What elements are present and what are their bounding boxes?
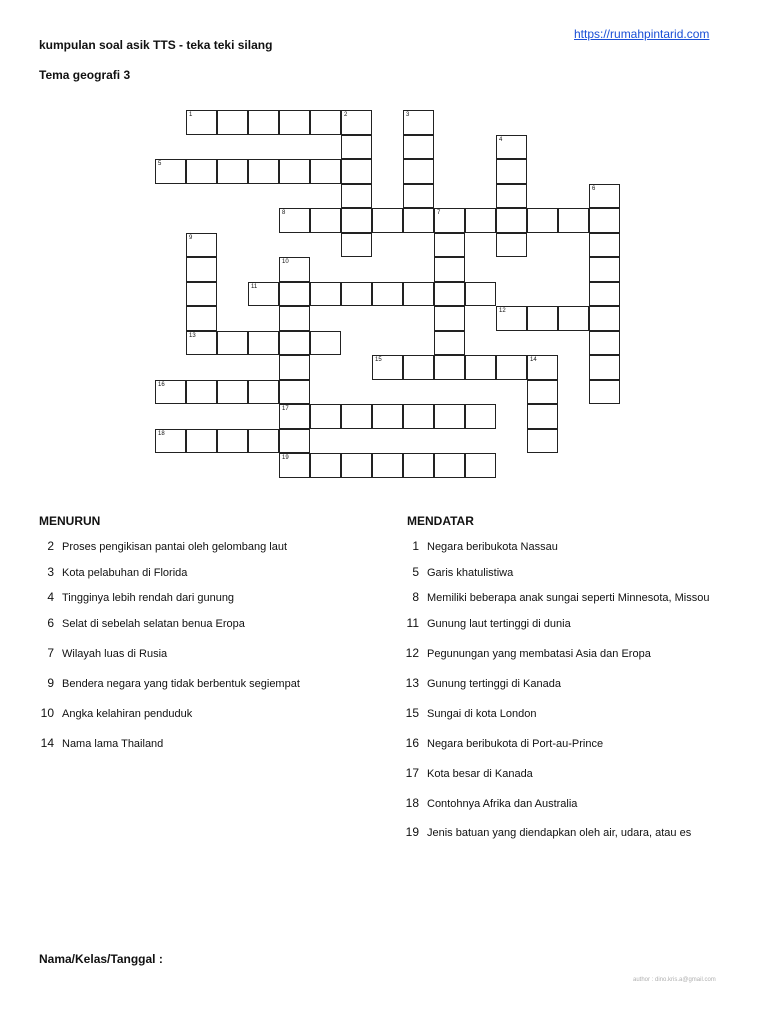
crossword-cell[interactable]	[589, 282, 620, 307]
crossword-cell[interactable]	[186, 331, 217, 356]
clue-text: Sungai di kota London	[427, 708, 537, 720]
clue-number: 18	[405, 796, 419, 810]
clue-text: Kota besar di Kanada	[427, 768, 533, 780]
crossword-cell[interactable]	[403, 355, 434, 380]
clue-number: 6	[47, 616, 54, 630]
cell-number: 2	[344, 112, 348, 118]
cell-number: 13	[189, 332, 196, 339]
cell-number: 8	[282, 210, 286, 216]
clue-text: Angka kelahiran penduduk	[62, 708, 193, 720]
cell-number: 6	[592, 185, 596, 192]
clue-text: Contohnya Afrika dan Australia	[427, 798, 578, 810]
crossword-cell[interactable]	[434, 257, 465, 282]
crossword-cell[interactable]	[527, 404, 558, 429]
cell-number: 14	[530, 357, 537, 363]
crossword-cell[interactable]	[496, 184, 527, 209]
crossword-cell[interactable]	[434, 404, 465, 429]
mendatar-clue-16	[399, 736, 603, 750]
crossword-cell[interactable]	[310, 453, 341, 478]
crossword-cell[interactable]	[527, 306, 558, 331]
crossword-cell[interactable]	[217, 380, 248, 405]
crossword-cell[interactable]	[279, 282, 310, 307]
crossword-cell[interactable]	[465, 355, 496, 380]
crossword-cell[interactable]	[310, 159, 341, 184]
cell-number: 18	[158, 430, 165, 437]
clue-number: 8	[412, 590, 419, 604]
cell-number: 15	[375, 357, 382, 363]
cell-number: 11	[251, 283, 258, 290]
mendatar-heading: MENDATAR	[407, 514, 474, 528]
crossword-cell[interactable]	[186, 110, 217, 135]
crossword-cell[interactable]	[279, 257, 310, 282]
crossword-cell[interactable]	[155, 159, 186, 184]
crossword-cell[interactable]	[589, 331, 620, 356]
clue-text: Jenis batuan yang diendapkan oleh air, udara, atau es	[427, 827, 692, 839]
crossword-cell[interactable]	[465, 282, 496, 307]
crossword-cell[interactable]	[434, 233, 465, 258]
crossword-cell[interactable]	[341, 135, 372, 160]
crossword-cell[interactable]	[372, 282, 403, 307]
clue-text: Proses pengikisan pantai oleh gelombang laut	[62, 541, 288, 553]
crossword-cell[interactable]	[217, 159, 248, 184]
crossword-cell[interactable]	[589, 208, 620, 233]
crossword-cell[interactable]	[217, 331, 248, 356]
mendatar-clue-1	[399, 539, 558, 553]
crossword-cell[interactable]	[403, 110, 434, 135]
menurun-clue-2	[34, 539, 287, 553]
crossword-cell[interactable]	[527, 429, 558, 454]
menurun-clue-6	[34, 616, 245, 630]
crossword-cell[interactable]	[279, 110, 310, 135]
clue-text: Wilayah luas di Rusia	[62, 648, 168, 660]
crossword-cell[interactable]	[527, 355, 558, 380]
crossword-cell[interactable]	[248, 331, 279, 356]
clue-text: Garis khatulistiwa	[427, 567, 514, 579]
crossword-cell[interactable]	[589, 380, 620, 405]
clue-number: 7	[47, 646, 54, 660]
crossword-cell[interactable]	[465, 453, 496, 478]
menurun-clue-3	[34, 565, 187, 579]
mendatar-clue-13	[399, 676, 561, 690]
cell-number: 17	[282, 406, 289, 412]
menurun-clue-14	[34, 736, 163, 750]
clue-number: 3	[47, 565, 54, 579]
cell-number: 1	[189, 112, 193, 118]
cell-number: 3	[406, 112, 410, 118]
crossword-cell[interactable]	[589, 355, 620, 380]
cell-number: 16	[158, 381, 165, 388]
cell-number: 12	[499, 308, 506, 314]
clue-number: 15	[405, 706, 419, 720]
crossword-cell[interactable]	[186, 380, 217, 405]
crossword-cell[interactable]	[589, 306, 620, 331]
crossword-cell[interactable]	[279, 208, 310, 233]
crossword-cell[interactable]	[341, 453, 372, 478]
mendatar-clue-15	[399, 706, 536, 720]
crossword-cell[interactable]	[279, 355, 310, 380]
crossword-cell[interactable]	[341, 208, 372, 233]
crossword-cell[interactable]	[186, 429, 217, 454]
clue-text: Memiliki beberapa anak sungai seperti Minnesota, Missou	[427, 592, 710, 604]
crossword-cell[interactable]	[341, 184, 372, 209]
cell-number: 4	[499, 136, 503, 143]
clue-number: 2	[47, 539, 54, 553]
theme-subtitle: Tema geografi 3	[39, 68, 131, 82]
crossword-cell[interactable]	[403, 404, 434, 429]
clue-number: 12	[405, 646, 419, 660]
crossword-cell[interactable]	[310, 282, 341, 307]
crossword-cell[interactable]	[186, 257, 217, 282]
crossword-cell[interactable]	[248, 159, 279, 184]
crossword-cell[interactable]	[310, 208, 341, 233]
crossword-cell[interactable]	[589, 184, 620, 209]
menurun-clue-10	[34, 706, 192, 720]
crossword-cell[interactable]	[310, 331, 341, 356]
mendatar-clue-12	[399, 646, 651, 660]
crossword-cell[interactable]	[248, 282, 279, 307]
mendatar-clue-11	[399, 616, 571, 630]
crossword-cell[interactable]	[341, 159, 372, 184]
website-link[interactable]: https://rumahpintarid.com	[574, 27, 710, 41]
clue-text: Gunung tertinggi di Kanada	[427, 678, 561, 690]
menurun-heading: MENURUN	[39, 514, 101, 528]
clue-text: Pegunungan yang membatasi Asia dan Eropa	[427, 648, 651, 660]
cell-number: 9	[189, 234, 193, 241]
clue-text: Tingginya lebih rendah dari gunung	[62, 592, 235, 604]
crossword-cell[interactable]	[496, 306, 527, 331]
crossword-cell[interactable]	[589, 233, 620, 258]
menurun-clue-4	[34, 590, 234, 604]
crossword-cell[interactable]	[217, 429, 248, 454]
crossword-cell[interactable]	[279, 404, 310, 429]
crossword-cell[interactable]	[558, 306, 589, 331]
crossword-cell[interactable]	[248, 380, 279, 405]
crossword-cell[interactable]	[403, 184, 434, 209]
crossword-cell[interactable]	[465, 404, 496, 429]
crossword-cell[interactable]	[403, 208, 434, 233]
clue-number: 13	[405, 676, 419, 690]
cell-number: 10	[282, 259, 289, 265]
clue-number: 11	[406, 616, 419, 630]
crossword-cell[interactable]	[341, 282, 372, 307]
cell-number: 7	[437, 210, 441, 216]
crossword-cell[interactable]	[341, 404, 372, 429]
mendatar-clue-17	[399, 766, 533, 780]
clue-text: Selat di sebelah selatan benua Eropa	[62, 618, 245, 630]
crossword-cell[interactable]	[248, 429, 279, 454]
crossword-cell[interactable]	[186, 159, 217, 184]
mendatar-clue-8	[399, 590, 709, 604]
crossword-cell[interactable]	[186, 306, 217, 331]
clue-text: Bendera negara yang tidak berbentuk segiempat	[62, 678, 300, 690]
crossword-cell[interactable]	[589, 257, 620, 282]
crossword-cell[interactable]	[310, 110, 341, 135]
crossword-cell[interactable]	[155, 429, 186, 454]
mendatar-clue-18	[399, 796, 577, 810]
crossword-cell[interactable]	[434, 282, 465, 307]
crossword-cell[interactable]	[372, 355, 403, 380]
clue-number: 14	[40, 736, 54, 750]
crossword-cell[interactable]	[279, 453, 310, 478]
crossword-cell[interactable]	[527, 208, 558, 233]
crossword-cell[interactable]	[372, 208, 403, 233]
crossword-cell[interactable]	[372, 404, 403, 429]
clue-number: 19	[405, 825, 419, 839]
crossword-cell[interactable]	[403, 159, 434, 184]
crossword-cell[interactable]	[341, 110, 372, 135]
crossword-cell[interactable]	[310, 404, 341, 429]
crossword-cell[interactable]	[279, 159, 310, 184]
clue-text: Gunung laut tertinggi di dunia	[427, 618, 571, 630]
crossword-cell[interactable]	[496, 208, 527, 233]
crossword-cell[interactable]	[186, 282, 217, 307]
name-class-date-label: Nama/Kelas/Tanggal :	[39, 952, 163, 966]
crossword-cell[interactable]	[279, 380, 310, 405]
crossword-cell[interactable]	[341, 233, 372, 258]
crossword-cell[interactable]	[434, 306, 465, 331]
crossword-cell[interactable]	[372, 453, 403, 478]
crossword-cell[interactable]	[465, 208, 496, 233]
crossword-cell[interactable]	[527, 380, 558, 405]
crossword-cell[interactable]	[496, 159, 527, 184]
crossword-cell[interactable]	[558, 208, 589, 233]
crossword-cell[interactable]	[279, 331, 310, 356]
author-credit: author : dino.kris.a@gmail.com	[633, 977, 716, 983]
crossword-cell[interactable]	[496, 135, 527, 160]
mendatar-clue-19	[399, 825, 691, 839]
crossword-cell[interactable]	[403, 282, 434, 307]
crossword-cell[interactable]	[403, 135, 434, 160]
crossword-cell[interactable]	[155, 380, 186, 405]
clue-number: 16	[405, 736, 419, 750]
cell-number: 19	[282, 455, 289, 461]
crossword-cell[interactable]	[496, 233, 527, 258]
cell-number: 5	[158, 161, 162, 167]
clue-number: 4	[47, 590, 54, 604]
clue-number: 10	[40, 706, 54, 720]
clue-number: 17	[405, 766, 419, 780]
clue-number: 9	[47, 676, 54, 690]
crossword-grid	[0, 0, 768, 480]
crossword-cell[interactable]	[434, 331, 465, 356]
clue-text: Negara beribukota Nassau	[427, 541, 558, 553]
crossword-cell[interactable]	[434, 208, 465, 233]
crossword-cell[interactable]	[248, 110, 279, 135]
clue-text: Kota pelabuhan di Florida	[62, 567, 188, 579]
document-title: kumpulan soal asik TTS - teka teki silang	[39, 38, 273, 52]
menurun-clue-7	[34, 646, 167, 660]
crossword-cell[interactable]	[403, 453, 434, 478]
mendatar-clue-5	[399, 565, 513, 579]
crossword-cell[interactable]	[434, 355, 465, 380]
crossword-cell[interactable]	[496, 355, 527, 380]
menurun-clue-9	[34, 676, 300, 690]
clue-number: 5	[412, 565, 419, 579]
crossword-cell[interactable]	[279, 429, 310, 454]
crossword-cell[interactable]	[217, 110, 248, 135]
crossword-cell[interactable]	[434, 453, 465, 478]
crossword-cell[interactable]	[186, 233, 217, 258]
crossword-cell[interactable]	[279, 306, 310, 331]
clue-text: Negara beribukota di Port-au-Prince	[427, 738, 604, 750]
clue-number: 1	[412, 539, 419, 553]
clue-text: Nama lama Thailand	[62, 738, 164, 750]
